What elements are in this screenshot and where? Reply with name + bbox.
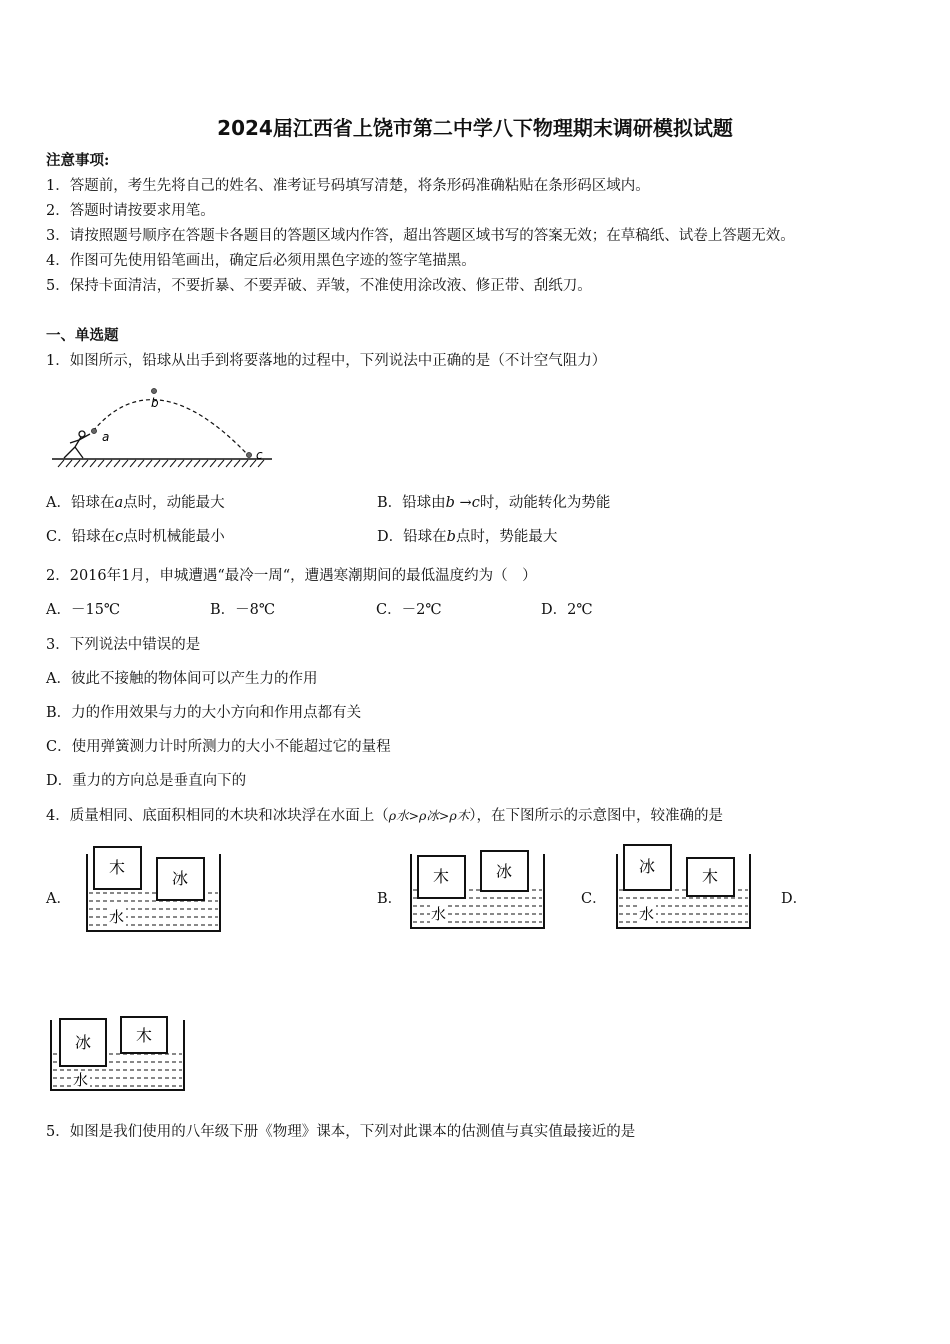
q3-option-a[interactable]: A．彼此不接触的物体间可以产生力的作用 [46, 671, 318, 687]
section-heading: 一、单选题 [46, 327, 119, 344]
water-label: 水 [109, 908, 125, 926]
option-var: b →c [445, 495, 480, 511]
water-label: 水 [73, 1071, 89, 1089]
q2-option-c[interactable]: C．－2℃ [376, 602, 442, 618]
q1-option-d[interactable] [377, 527, 557, 547]
point-a-label: a [102, 430, 110, 444]
option-text: D．铅球在 [377, 529, 447, 545]
q2-option-a[interactable]: A．－15℃ [46, 602, 121, 618]
notice-heading: 注意事项: [46, 152, 110, 169]
q1-stem: 1．如图所示，铅球从出手到将要落地的过程中，下列说法中正确的是（不计空气阻力） [46, 353, 607, 369]
q4-figure-b[interactable] [408, 850, 548, 932]
notice-item: 2．答题时请按要求用笔。 [46, 203, 215, 219]
density-relation: ρ水>ρ冰>ρ木 [388, 808, 470, 823]
notice-item: 5．保持卡面清洁，不要折暴、不要弄破、弄皱，不准使用涂改液、修正带、刮纸刀。 [46, 278, 592, 294]
option-text: 点时机械能最小 [123, 529, 225, 545]
q4-stem-suffix: ），在下图所示的示意图中，较准确的是 [469, 808, 723, 824]
ice-label: 冰 [496, 862, 513, 881]
notice-item: 4．作图可先使用铅笔画出，确定后必须用黑色字迹的签字笔描黑。 [46, 253, 476, 269]
q2-option-b[interactable]: B．－8℃ [210, 602, 276, 618]
thrower-figure [64, 431, 90, 458]
q3-stem: 3．下列说法中错误的是 [46, 637, 201, 653]
q5-stem: 5．如图是我们使用的八年级下册《物理》课本，下列对此课本的估测值与真实值最接近的是 [46, 1124, 636, 1140]
q4-stem [46, 806, 723, 826]
option-text: 点时，动能最大 [123, 495, 225, 511]
q2-option-d[interactable]: D．2℃ [541, 602, 593, 618]
water-label: 水 [431, 905, 447, 923]
q4-figure-a[interactable] [84, 842, 224, 934]
q4-option-a-label[interactable]: A． [46, 891, 71, 907]
q4-stem-prefix: 4．质量相同、底面积相同的木块和冰块浮在水面上（ [46, 808, 389, 824]
q3-option-d[interactable]: D．重力的方向总是垂直向下的 [46, 773, 247, 789]
ice-label: 冰 [75, 1033, 92, 1052]
q4-option-d-label[interactable]: D． [781, 891, 808, 907]
q1-option-b[interactable] [377, 493, 610, 513]
wood-label: 木 [136, 1026, 153, 1045]
wood-label: 木 [433, 867, 450, 886]
point-b-label: b [151, 396, 159, 410]
q4-figure-c[interactable] [614, 842, 754, 932]
wood-label: 木 [702, 867, 719, 886]
option-text: B．铅球由 [377, 495, 446, 511]
page-title: 2024届江西省上饶市第二中学八下物理期末调研模拟试题 [217, 116, 733, 140]
ice-label: 冰 [639, 857, 656, 876]
option-var: b [446, 529, 456, 545]
option-text: 时，动能转化为势能 [479, 495, 611, 511]
q3-option-b[interactable]: B．力的作用效果与力的大小方向和作用点都有关 [46, 705, 362, 721]
q1-option-c[interactable] [46, 527, 225, 547]
notice-item: 1．答题前，考生先将自己的姓名、准考证号码填写清楚，将条形码准确粘贴在条形码区域内。 [46, 178, 650, 194]
ice-label: 冰 [172, 869, 189, 888]
q1-option-a[interactable] [46, 493, 225, 513]
q2-stem: 2．2016年1月，申城遭遇“最冷一周“，遭遇寒潮期间的最低温度约为（ ） [46, 568, 537, 584]
q3-option-c[interactable]: C．使用弹簧测力计时所测力的大小不能超过它的量程 [46, 739, 391, 755]
option-text: 点时，势能最大 [455, 529, 558, 545]
option-var: c [115, 529, 124, 545]
shot-put-figure [50, 383, 275, 468]
option-text: C．铅球在 [46, 529, 116, 545]
option-text: A．铅球在 [46, 495, 115, 511]
q4-option-c-label[interactable]: C． [581, 891, 607, 907]
water-label: 水 [639, 905, 655, 923]
option-var: a [114, 495, 124, 511]
point-c-label: c [256, 448, 263, 462]
q4-figure-d[interactable] [48, 1014, 188, 1094]
q4-option-b-label[interactable]: B． [377, 891, 403, 907]
wood-label: 木 [109, 858, 126, 877]
notice-item: 3．请按照题号顺序在答题卡各题目的答题区域内作答，超出答题区域书写的答案无效；在草稿纸、试卷上答题无效。 [46, 228, 795, 244]
